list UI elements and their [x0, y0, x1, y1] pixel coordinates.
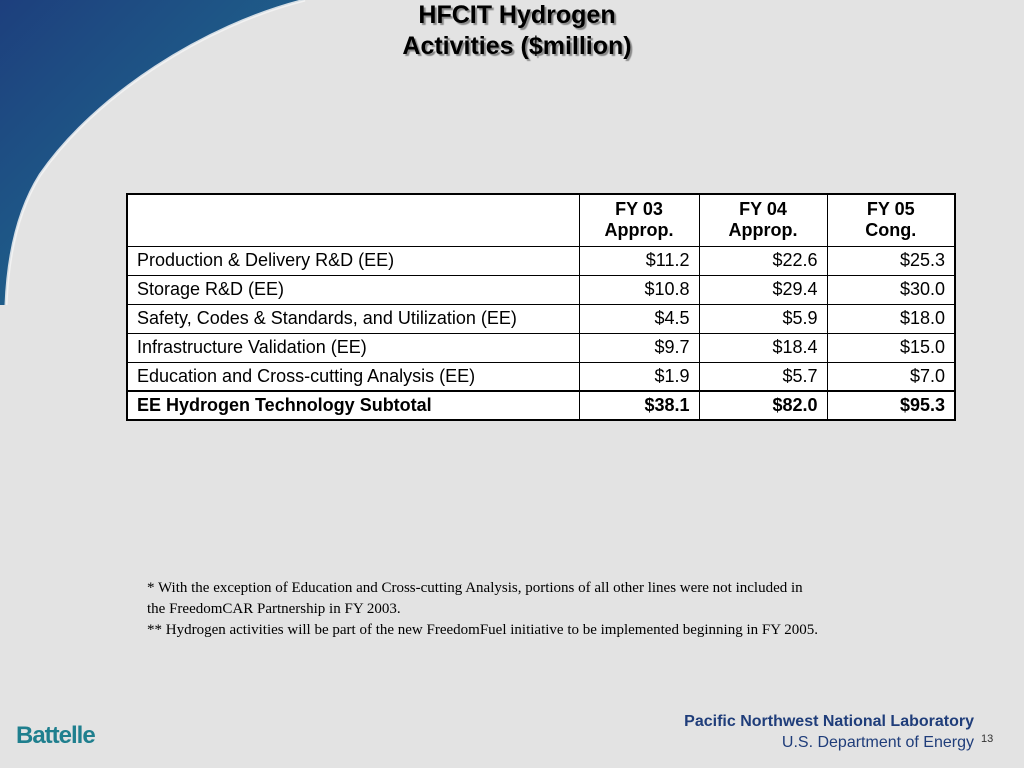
- row-label: Education and Cross-cutting Analysis (EE): [127, 362, 579, 391]
- header-fy05-type: Cong.: [865, 220, 917, 241]
- header-fy04-type: Approp.: [728, 220, 798, 241]
- table-row: [127, 333, 955, 362]
- budget-table-container: [126, 193, 956, 421]
- battelle-logo: Battelle: [16, 722, 95, 749]
- cell-fy05: $25.3: [827, 246, 955, 275]
- cell-fy03: $9.7: [579, 333, 699, 362]
- footnote-2: ** Hydrogen activities will be part of the new FreedomFuel initiative to be implemented beginning in FY 2005.: [147, 622, 818, 638]
- footnotes: [147, 578, 937, 641]
- footnote-1-line1: * With the exception of Education and Cross-cutting Analysis, portions of all other lines were not included in: [147, 580, 803, 596]
- subtotal-fy05: $95.3: [827, 391, 955, 420]
- header-fy03-type: Approp.: [604, 220, 674, 241]
- budget-table: [126, 193, 956, 421]
- department-name: U.S. Department of Energy: [781, 734, 974, 751]
- cell-fy05: $18.0: [827, 304, 955, 333]
- subtotal-label: EE Hydrogen Technology Subtotal: [127, 391, 579, 420]
- header-fy05: [827, 194, 955, 246]
- cell-fy03: $11.2: [579, 246, 699, 275]
- header-fy03: [579, 194, 699, 246]
- row-label: Infrastructure Validation (EE): [127, 333, 579, 362]
- cell-fy03: $10.8: [579, 275, 699, 304]
- table-row: [127, 304, 955, 333]
- footnote-1-line2: the FreedomCAR Partnership in FY 2003.: [147, 601, 401, 617]
- cell-fy03: $4.5: [579, 304, 699, 333]
- cell-fy04: $29.4: [699, 275, 827, 304]
- page-number: 13: [981, 733, 994, 745]
- header-fy04: [699, 194, 827, 246]
- row-label: Production & Delivery R&D (EE): [127, 246, 579, 275]
- table-row: [127, 362, 955, 391]
- table-header-row: [127, 194, 955, 246]
- header-fy03-year: FY 03: [615, 199, 663, 220]
- slide-title-line2: Activities ($million): [402, 32, 632, 60]
- slide-title-line1: HFCIT Hydrogen: [418, 1, 616, 29]
- slide-title: [262, 0, 772, 62]
- cell-fy04: $5.9: [699, 304, 827, 333]
- cell-fy03: $1.9: [579, 362, 699, 391]
- subtotal-fy03: $38.1: [579, 391, 699, 420]
- table-row: [127, 246, 955, 275]
- header-empty-cell: [127, 194, 579, 246]
- row-label: Storage R&D (EE): [127, 275, 579, 304]
- cell-fy05: $7.0: [827, 362, 955, 391]
- subtotal-row: [127, 391, 955, 420]
- cell-fy05: $15.0: [827, 333, 955, 362]
- lab-logo-block: [684, 712, 974, 754]
- subtotal-fy04: $82.0: [699, 391, 827, 420]
- cell-fy04: $5.7: [699, 362, 827, 391]
- row-label: Safety, Codes & Standards, and Utilization (EE): [127, 304, 579, 333]
- cell-fy04: $22.6: [699, 246, 827, 275]
- cell-fy04: $18.4: [699, 333, 827, 362]
- header-fy04-year: FY 04: [739, 199, 787, 220]
- lab-name: Pacific Northwest National Laboratory: [684, 713, 974, 730]
- header-fy05-year: FY 05: [866, 199, 915, 220]
- table-row: [127, 275, 955, 304]
- cell-fy05: $30.0: [827, 275, 955, 304]
